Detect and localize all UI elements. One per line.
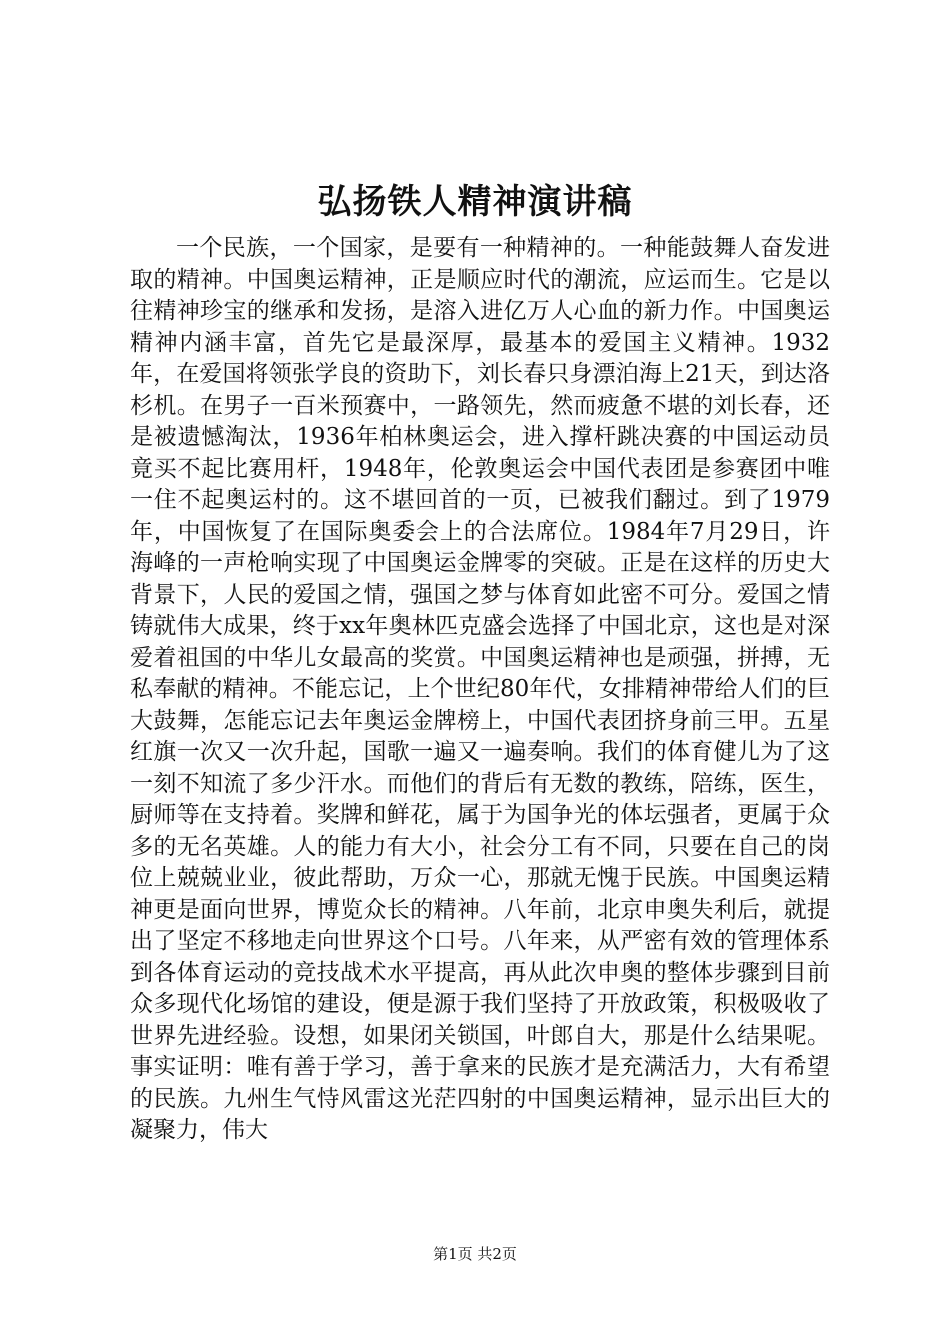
document-title: 弘扬铁人精神演讲稿 (317, 182, 633, 222)
page-number-footer: 第1页 共2页 (433, 1245, 517, 1263)
document-body-paragraph: 一个民族，一个国家，是要有一种精神的。一种能鼓舞人奋发进取的精神。中国奥运精神，正是顺应时代的潮流，应运而生。它是以往精神珍宝的继承和发扬，是溶入进亿万人心血的新力作。中国奥运精神内涵丰富，首先它是最深厚，最基本的爱国主义精神。1932年，在爱国将领张学良的资助下，刘长春只身漂泊海上21天，到达洛杉机。在男子一百米预赛中，一路领先，然而疲惫不堪的刘长春，还是被遗憾淘汰，1936年柏林奥运会，进入撑杆跳决赛的中国运动员竟买不起比赛用杆，1948年，伦敦奥运会中国代表团是参赛团中唯一住不起奥运村的。这不堪回首的一页，已被我们翻过。到了1979年，中国恢复了在国际奥委会上的合法席位。1984年7月29日，许海峰的一声枪响实现了中国奥运金牌零的突破。正是在这样的历史大背景下，人民的爱国之情，强国之梦与体育如此密不可分。爱国之情铸就伟大成果，终于xx年奥林匹克盛会选择了中国北京，这也是对深爱着祖国的中华儿女最高的奖赏。中国奥运精神也是顽强，拼搏，无私奉献的精神。不能忘记，上个世纪80年代，女排精神带给人们的巨大鼓舞，怎能忘记去年奥运金牌榜上，中国代表团挤身前三甲。五星红旗一次又一次升起，国歌一遍又一遍奏响。我们的体育健儿为了这一刻不知流了多少汗水。而他们的背后有无数的教练，陪练，医生，厨师等在支持着。奖牌和鲜花，属于为国争光的体坛强者，更属于众多的无名英雄。人的能力有大小，社会分工有不同，只要在自己的岗位上兢兢业业，彼此帮助，万众一心，那就无愧于民族。中国奥运精神更是面向世界，博览众长的精神。八年前，北京申奥失利后，就提出了坚定不移地走向世界这个口号。八年来，从严密有效的管理体系到各体育运动的竞技战术水平提高，再从此次申奥的整体步骤到目前众多现代化场馆的建设，便是源于我们坚持了开放政策，积极吸收了世界先进经验。设想，如果闭关锁国，叶郎自大，那是什么结果呢。事实证明：唯有善于学习，善于拿来的民族才是充满活力，大有希望的民族。九州生气恃风雷这光茫四射的中国奥运精神，显示出巨大的凝聚力，伟大 (130, 235, 830, 1143)
